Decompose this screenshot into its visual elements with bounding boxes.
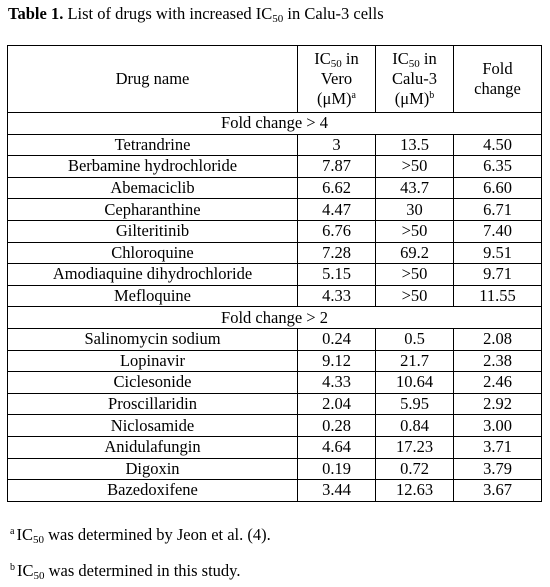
cell-vero: 4.64: [298, 436, 376, 458]
cell-drug: Abemaciclib: [8, 177, 298, 199]
cell-calu: 5.95: [376, 393, 454, 415]
header-row: [8, 46, 542, 113]
table-row: [8, 372, 542, 394]
cell-fold: 3.71: [454, 436, 542, 458]
table-row: [8, 350, 542, 372]
cell-drug: Lopinavir: [8, 350, 298, 372]
cell-calu: 0.72: [376, 458, 454, 480]
cell-vero: 7.87: [298, 156, 376, 178]
cell-fold: 6.60: [454, 177, 542, 199]
caption-subscript: 50: [272, 13, 284, 25]
cell-calu: 43.7: [376, 177, 454, 199]
cell-vero: 4.33: [298, 285, 376, 307]
cell-fold: 7.40: [454, 220, 542, 242]
cell-fold: 3.00: [454, 415, 542, 437]
cell-drug: Anidulafungin: [8, 436, 298, 458]
table-row: [8, 458, 542, 480]
cell-calu: >50: [376, 264, 454, 286]
cell-fold: 2.38: [454, 350, 542, 372]
table-row: [8, 134, 542, 156]
cell-calu: 17.23: [376, 436, 454, 458]
caption-label: Table 1.: [8, 4, 64, 23]
table-row: [8, 328, 542, 350]
cell-fold: 3.79: [454, 458, 542, 480]
group-header-row: [8, 307, 542, 329]
cell-drug: Bazedoxifene: [8, 480, 298, 502]
drug-table: [7, 45, 542, 502]
cell-fold: 2.92: [454, 393, 542, 415]
table-row: [8, 220, 542, 242]
table-row: [8, 156, 542, 178]
cell-drug: Cepharanthine: [8, 199, 298, 221]
footnote-b: $^b$ $IC_{50}$ was determined in this study.: [10, 561, 241, 582]
cell-drug: Ciclesonide: [8, 372, 298, 394]
table-row: [8, 393, 542, 415]
table-row: [8, 436, 542, 458]
header-ic50-vero: IC50 in Vero $(\mu M)^a$: [298, 46, 376, 113]
cell-vero: 4.47: [298, 199, 376, 221]
cell-drug: Niclosamide: [8, 415, 298, 437]
cell-fold: 9.71: [454, 264, 542, 286]
cell-fold: 4.50: [454, 134, 542, 156]
cell-vero: 4.33: [298, 372, 376, 394]
cell-drug: Gilteritinib: [8, 220, 298, 242]
cell-fold: 9.51: [454, 242, 542, 264]
header-ic50-calu3: IC50 in Calu-3 $(\mu M)^b$: [376, 46, 454, 113]
cell-vero: 0.24: [298, 328, 376, 350]
cell-calu: 12.63: [376, 480, 454, 502]
cell-calu: >50: [376, 156, 454, 178]
footnote-a: $^a$ $IC_{50}$ was determined by Jeon et al. (4).: [10, 525, 271, 546]
cell-vero: 3.44: [298, 480, 376, 502]
caption-text-pre: List of drugs with increased IC: [63, 4, 273, 23]
cell-vero: 3: [298, 134, 376, 156]
table-row: [8, 480, 542, 502]
cell-calu: 21.7: [376, 350, 454, 372]
table-row: [8, 285, 542, 307]
cell-drug: Proscillaridin: [8, 393, 298, 415]
cell-vero: 5.15: [298, 264, 376, 286]
header-fold-change: Fold change: [454, 46, 542, 113]
cell-calu: 0.84: [376, 415, 454, 437]
cell-drug: Amodiaquine dihydrochloride: [8, 264, 298, 286]
table-row: [8, 264, 542, 286]
group-header-row: [8, 113, 542, 135]
cell-vero: 0.28: [298, 415, 376, 437]
cell-drug: Chloroquine: [8, 242, 298, 264]
header-drug-name: Drug name: [8, 46, 298, 113]
table-row: [8, 242, 542, 264]
cell-calu: 0.5: [376, 328, 454, 350]
cell-calu: 30: [376, 199, 454, 221]
cell-calu: >50: [376, 220, 454, 242]
cell-drug: Tetrandrine: [8, 134, 298, 156]
cell-drug: Mefloquine: [8, 285, 298, 307]
cell-fold: 3.67: [454, 480, 542, 502]
cell-fold: 6.71: [454, 199, 542, 221]
cell-vero: 9.12: [298, 350, 376, 372]
group-title: Fold change > 4: [8, 113, 542, 135]
caption-text-post: in Calu-3 cells: [283, 4, 384, 23]
cell-fold: 2.08: [454, 328, 542, 350]
table-row: [8, 199, 542, 221]
cell-calu: 10.64: [376, 372, 454, 394]
cell-drug: Berbamine hydrochloride: [8, 156, 298, 178]
table-row: [8, 415, 542, 437]
cell-calu: 69.2: [376, 242, 454, 264]
cell-fold: 11.55: [454, 285, 542, 307]
table-body: [8, 113, 542, 502]
table-row: [8, 177, 542, 199]
cell-calu: >50: [376, 285, 454, 307]
cell-fold: 6.35: [454, 156, 542, 178]
cell-drug: Salinomycin sodium: [8, 328, 298, 350]
group-title: Fold change > 2: [8, 307, 542, 329]
cell-vero: 0.19: [298, 458, 376, 480]
cell-vero: 2.04: [298, 393, 376, 415]
table-caption: [8, 4, 384, 24]
cell-drug: Digoxin: [8, 458, 298, 480]
cell-fold: 2.46: [454, 372, 542, 394]
cell-vero: 7.28: [298, 242, 376, 264]
cell-calu: 13.5: [376, 134, 454, 156]
cell-vero: 6.62: [298, 177, 376, 199]
cell-vero: 6.76: [298, 220, 376, 242]
